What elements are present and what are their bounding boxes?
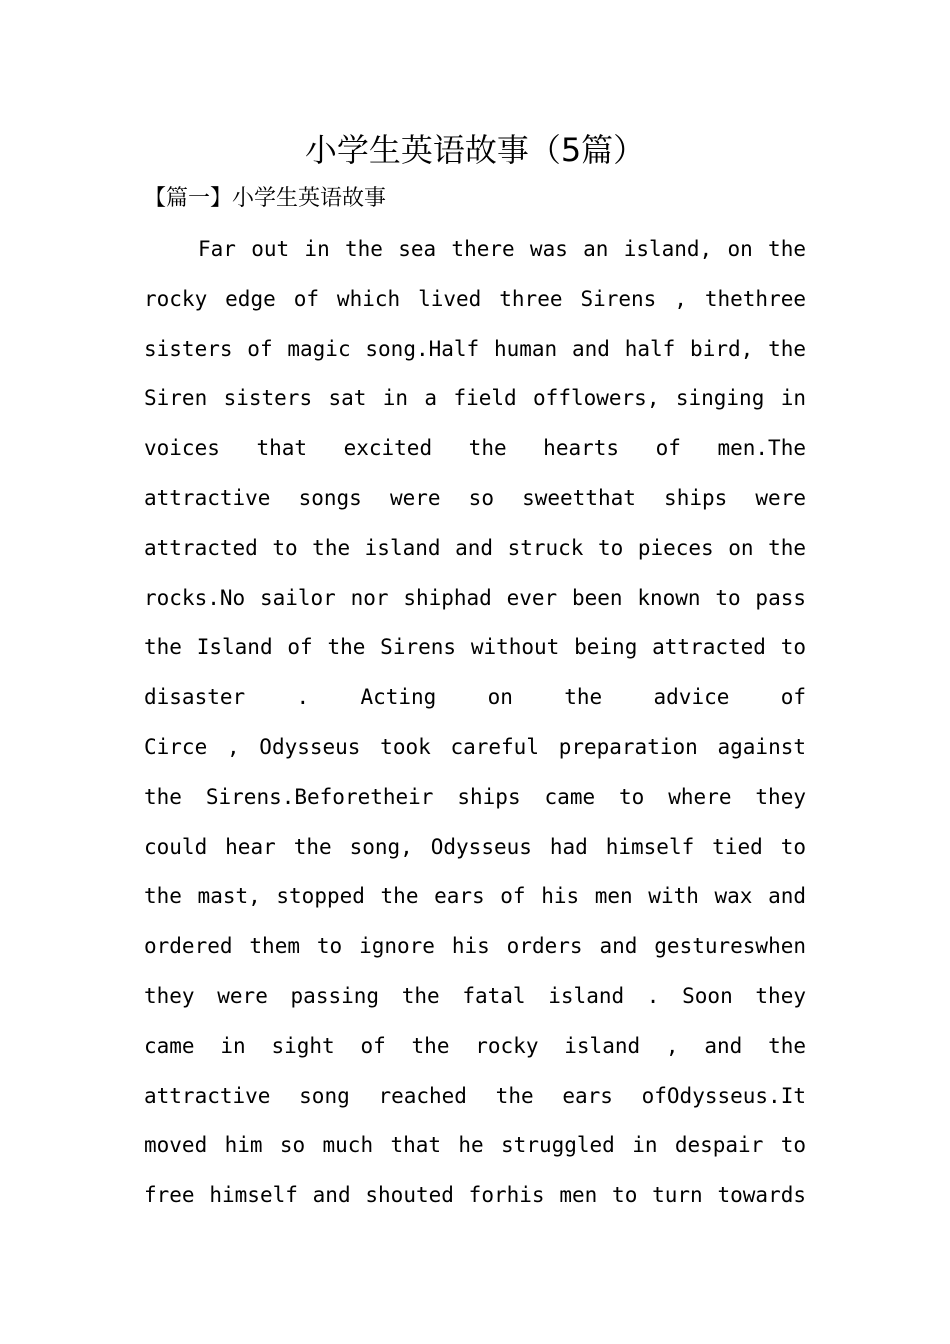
body-line: Far out in the sea there was an island, on the [198, 237, 806, 261]
body-line: could hear the song, Odysseus had himself tied to [144, 834, 806, 859]
body-line: came in sight of the rocky island , and the [144, 1033, 806, 1058]
body-line: disaster . Acting on the advice of [144, 685, 806, 710]
body-line: free himself and shouted forhis men to turn towards [144, 1183, 806, 1208]
body-line: Siren sisters sat in a field offlowers, singing in [144, 386, 806, 411]
body-line: ordered them to ignore his orders and gestureswhen [144, 934, 806, 959]
body-line: Circe , Odysseus took careful preparation against [144, 734, 806, 759]
body-line: attractive song reached the ears ofOdysseus.It [144, 1083, 806, 1108]
document-title: 小学生英语故事（5篇） [304, 131, 646, 169]
body-line: voices that excited the hearts of men.The [144, 436, 806, 461]
body-line: the mast, stopped the ears of his men with wax and [144, 884, 806, 909]
body-line: the Island of the Sirens without being attracted to [144, 635, 806, 660]
body-line: the Sirens.Beforetheir ships came to where they [144, 784, 806, 809]
body-line: they were passing the fatal island . Soon they [144, 983, 806, 1008]
body-line: attracted to the island and struck to pieces on the [144, 535, 806, 560]
story-body [144, 225, 806, 1221]
body-line: sisters of magic song.Half human and half bird, the [144, 336, 806, 361]
section-heading: 【篇一】小学生英语故事 [144, 186, 387, 211]
body-line: rocks.No sailor nor shiphad ever been known to pass [144, 585, 806, 610]
body-line: moved him so much that he struggled in despair to [144, 1133, 806, 1158]
body-line: attractive songs were so sweetthat ships were [144, 485, 806, 510]
body-line: rocky edge of which lived three Sirens , thethree [144, 286, 806, 311]
